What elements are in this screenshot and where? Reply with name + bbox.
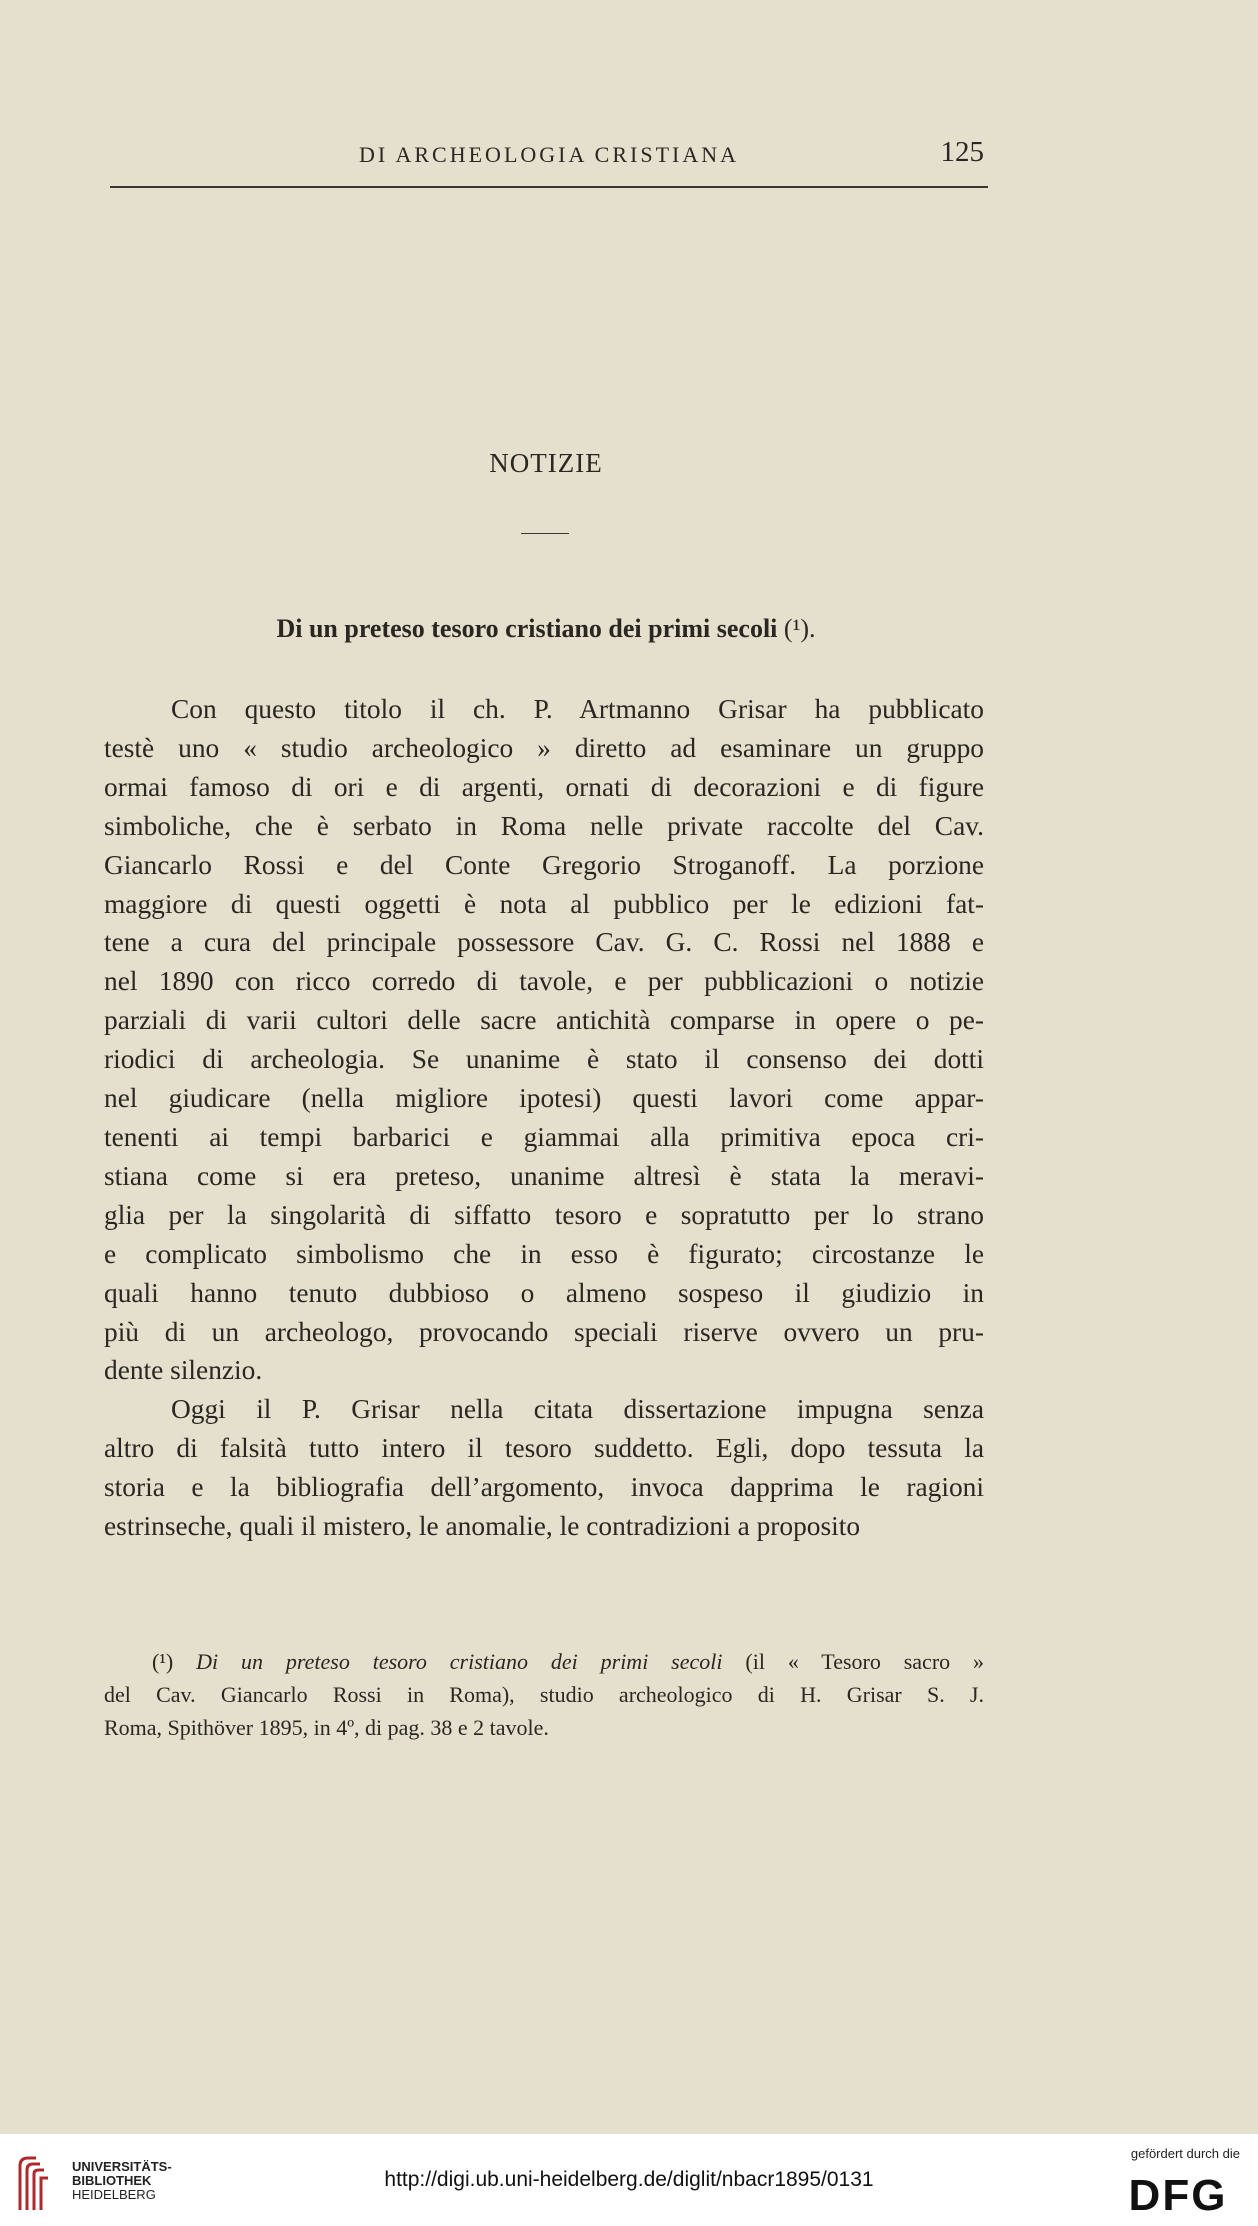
text-line: parziali di varii cultori delle sacre antichità comparse in opere o pe- — [104, 1005, 984, 1036]
text-line: maggiore di questi oggetti è nota al pubblico per le edizioni fat- — [104, 888, 984, 919]
text-line: quali hanno tenuto dubbioso o almeno sospeso il giudizio in — [104, 1277, 984, 1308]
text-line: tene a cura del principale possessore Cav. G. C. Rossi nel 1888 e — [104, 927, 984, 958]
running-head — [110, 136, 988, 176]
text-line: Giancarlo Rossi e del Conte Gregorio Stroganoff. La porzione — [104, 849, 984, 880]
section-rule — [521, 533, 569, 534]
section-title: NOTIZIE — [489, 448, 603, 478]
running-title: DI ARCHEOLOGIA CRISTIANA — [359, 142, 739, 167]
text-line: più di un archeologo, provocando speciali riserve ovvero un pru- — [104, 1316, 984, 1347]
text-line: e complicato simbolismo che in esso è figurato; circostanze le — [104, 1238, 984, 1269]
footnote-line-2: del Cav. Giancarlo Rossi in Roma), studio archeologico di H. Grisar S. J. — [104, 1682, 984, 1707]
text-line: dente silenzio. — [104, 1355, 263, 1386]
text-line: altro di falsità tutto intero il tesoro suddetto. Egli, dopo tessuta la — [104, 1433, 984, 1464]
text-line: simboliche, che è serbato in Roma nelle private raccolte del Cav. — [104, 810, 984, 841]
text-line: glia per la singolarità di siffatto tesoro e sopratutto per lo strano — [104, 1199, 984, 1230]
dfg-logo-icon — [1116, 2170, 1240, 2216]
footnote-reference: (¹). — [783, 614, 816, 643]
footnote — [104, 1645, 984, 1744]
text-line: riodici di archeologia. Se unanime è stato il consenso dei dotti — [104, 1044, 984, 1075]
digitization-footer — [0, 2134, 1258, 2226]
footnote-line-1-rest: (il « Tesoro sacro » — [745, 1649, 985, 1674]
sponsor-tag: gefördert durch die — [1130, 2146, 1240, 2161]
library-line-1: UNIVERSITÄTS- — [72, 2159, 172, 2174]
footnote-line-1 — [104, 1645, 984, 1678]
text-line: tenenti ai tempi barbarici e giammai alla primitiva epoca cri- — [104, 1121, 984, 1152]
text-line: estrinseche, quali il mistero, le anomalie, le contradizioni a proposito — [104, 1511, 861, 1542]
article-title-text: Di un preteso tesoro cristiano dei primi secoli — [276, 614, 778, 643]
footnote-line-3: Roma, Spithöver 1895, in 4º, di pag. 38 e 2 tavole. — [104, 1715, 549, 1740]
footnote-title: Di un preteso tesoro cristiano dei primi secoli — [196, 1649, 723, 1674]
footnote-marker: (¹) — [152, 1649, 174, 1674]
text-line: nel 1890 con ricco corredo di tavole, e per pubblicazioni o notizie — [104, 966, 984, 997]
sponsor-name: DFG — [1128, 2171, 1228, 2216]
paragraph-1 — [104, 690, 984, 1390]
text-line: stiana come si era preteso, unanime altresì è stata la meravi- — [104, 1160, 984, 1191]
article-body — [104, 690, 984, 1546]
text-line: ormai famoso di ori e di argenti, ornati di decorazioni e di figure — [104, 771, 984, 802]
text-line: Oggi il P. Grisar nella citata dissertazione impugna senza — [171, 1394, 984, 1425]
page-number: 125 — [940, 136, 984, 168]
library-line-2: BIBLIOTHEK — [72, 2173, 152, 2188]
paragraph-2 — [104, 1390, 984, 1546]
source-url-link[interactable]: http://digi.ub.uni-heidelberg.de/diglit/nbacr1895/0131 — [384, 2168, 874, 2191]
text-line: storia e la bibliografia dell’argomento, invoca dapprima le ragioni — [104, 1472, 984, 1503]
text-line: testè uno « studio archeologico » diretto ad esaminare un gruppo — [104, 732, 984, 763]
text-line: nel giudicare (nella migliore ipotesi) questi lavori come appar- — [104, 1083, 984, 1114]
article-title — [0, 614, 1092, 644]
library-line-3: HEIDELBERG — [72, 2187, 156, 2202]
text-line: Con questo titolo il ch. P. Artmanno Grisar ha pubblicato — [171, 694, 984, 724]
header-rule — [110, 186, 988, 188]
